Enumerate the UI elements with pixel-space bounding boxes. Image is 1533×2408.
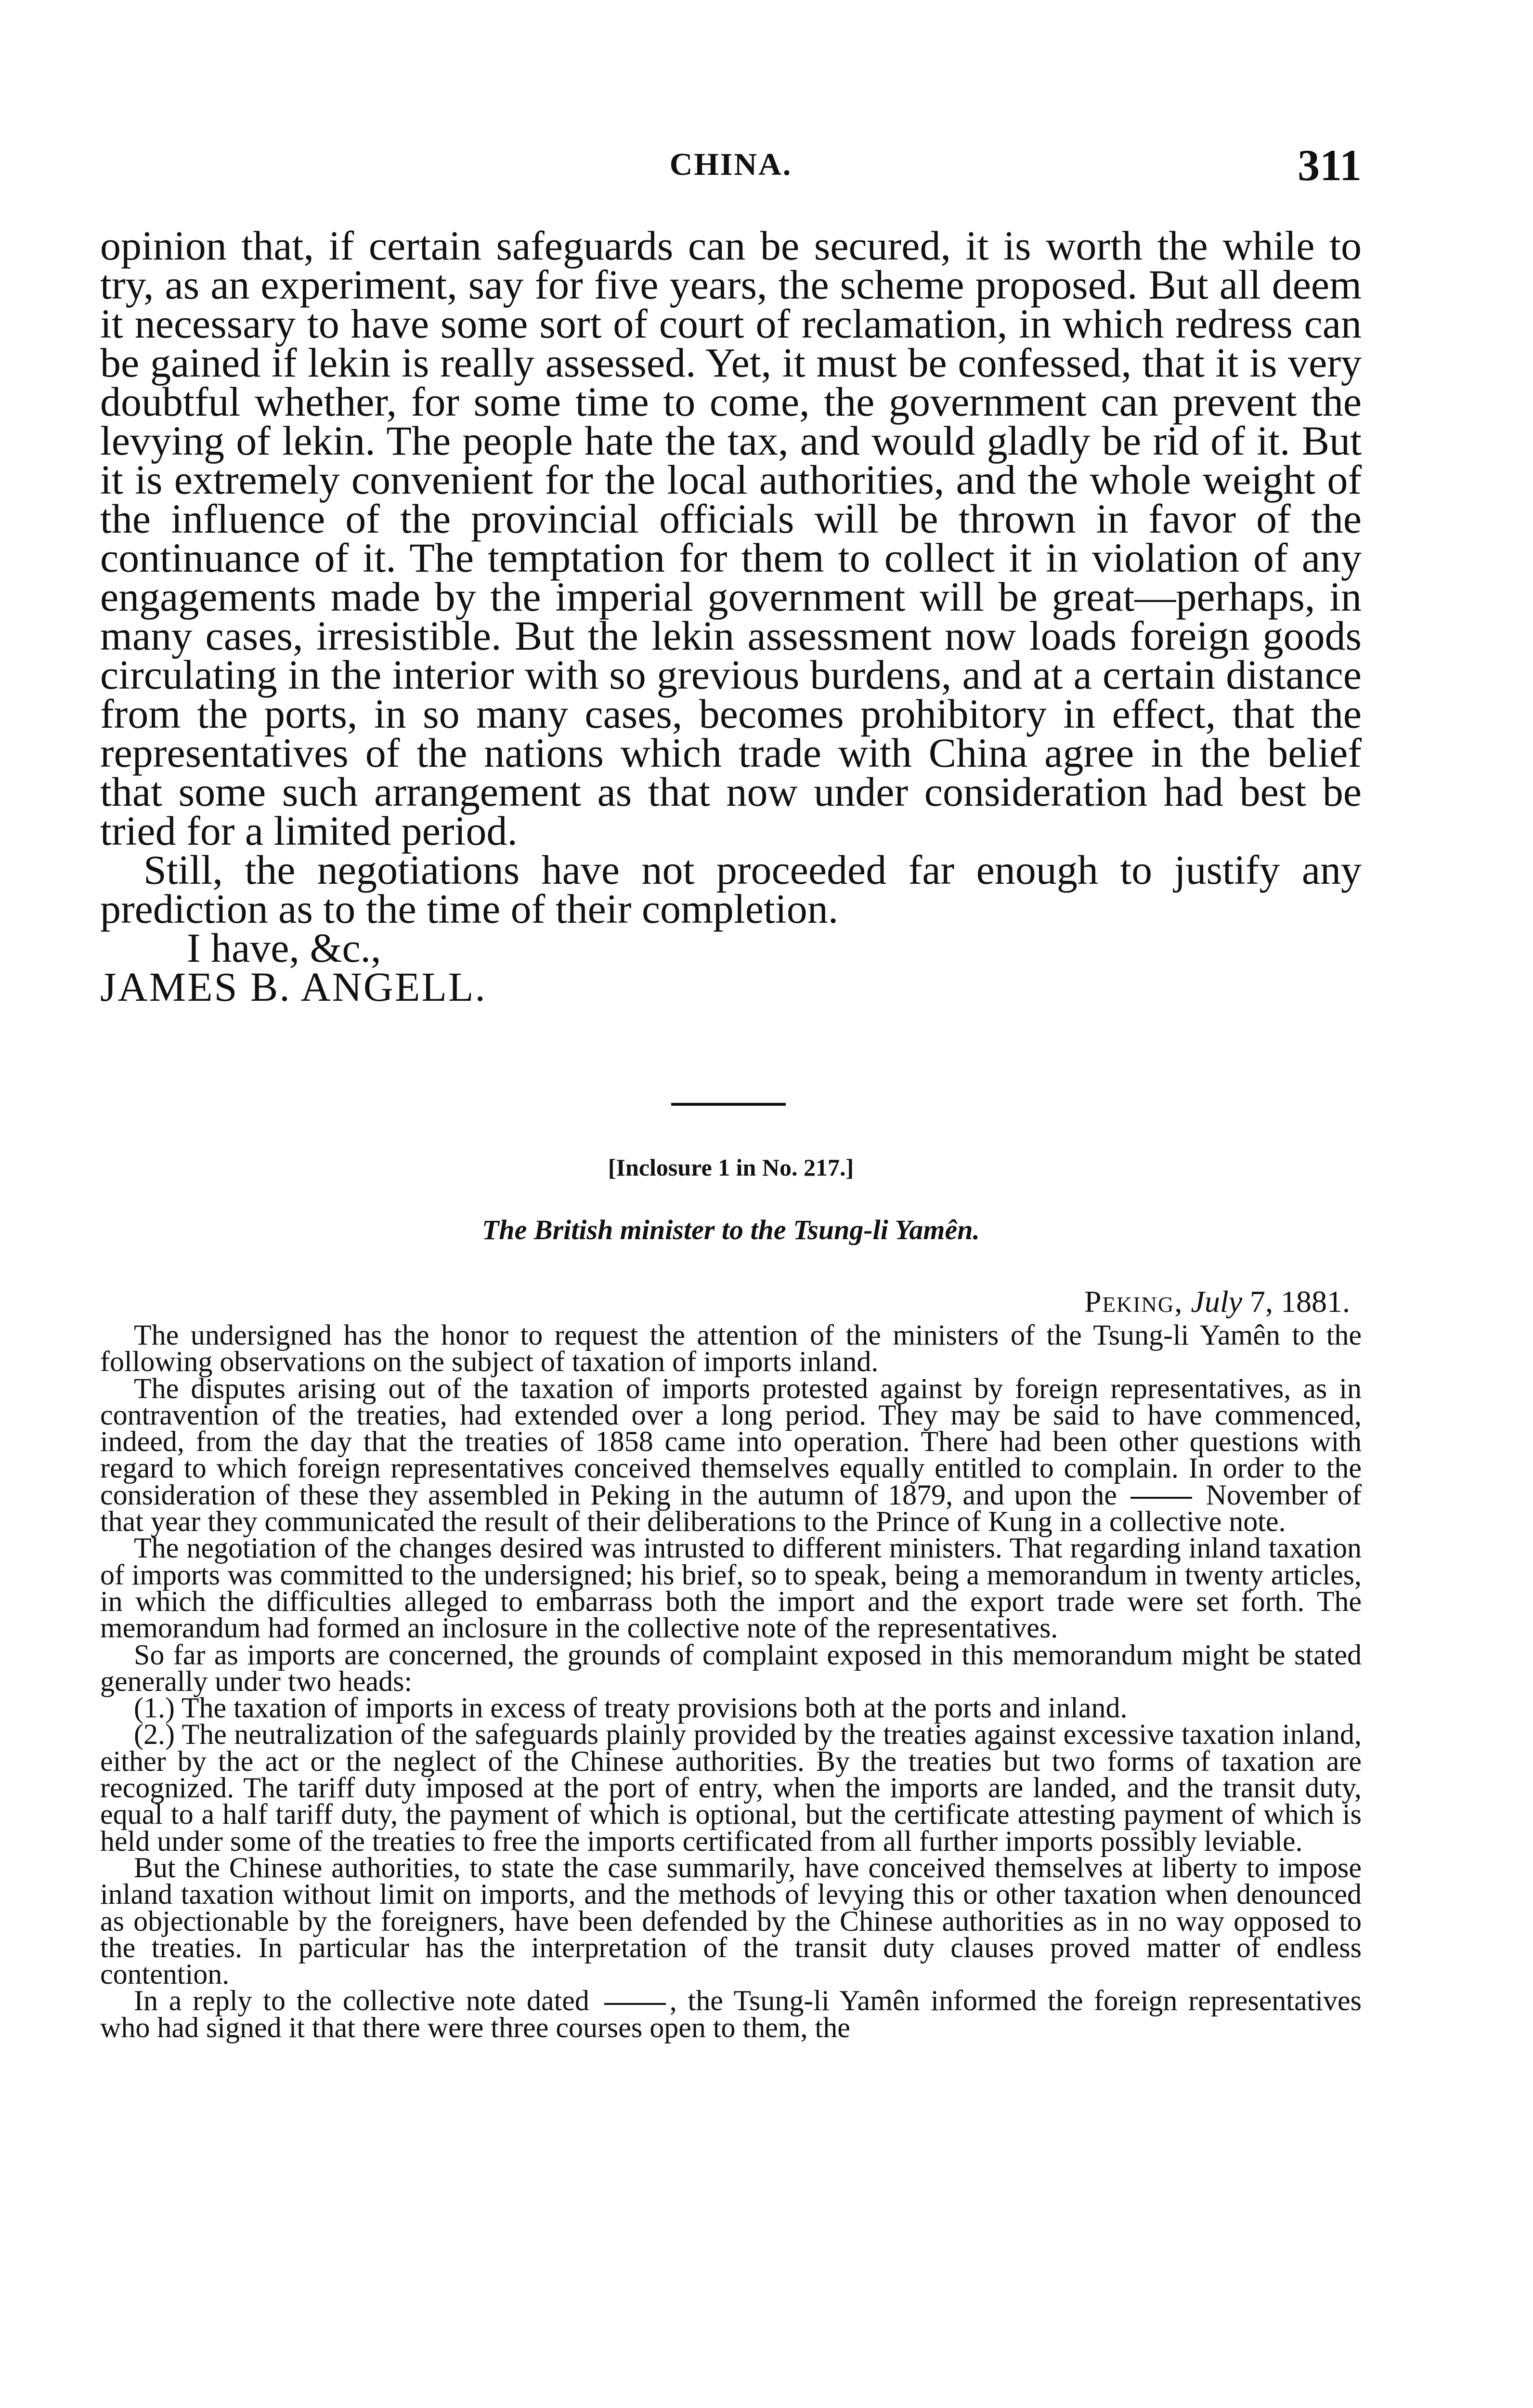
letter-paragraph: opinion that, if certain safeguards can be secured, it is worth the while to try, as an experiment, say for five years, the scheme proposed. But all deem it necessary to have some sort of court of reclamation, in which redress can be gained if lekin is really assessed. Yet, it must be confessed, that it is very doubtful whether, for some time to come, the government can prevent the levying of lekin. The people hate the tax, and would gladly be rid of it. But it is extremely convenient for the local authorities, and the whole weight of the influence of the provincial officials will be thrown in favor of the continuance of it. The temptation for them to collect it in violation of any engagements made by the imperial government will be great—perhaps, in many cases, irresistible. But the lekin assessment now loads foreign goods circulating in the interior with so grevious burdens, and at a certain distance from the ports, in so many cases, becomes prohibitory in effect, that the representatives of the nations which trade with China agree in the belief that some such arrangement as that now under consideration had best be tried for a limited period. [100, 222, 1362, 854]
note-paragraph: The negotiation of the changes desired was intrusted to different ministers. That regarding inland taxation of imports was committed to the undersigned; his brief, so to speak, being a memorandum in twenty articles, in which the difficulties alleged to embarrass both the import and the export trade were set forth. The memorandum had formed an inclosure in the collective note of the representatives. [100, 1532, 1362, 1644]
note-paragraph: (1.) The taxation of imports in excess of treaty provisions both at the ports and inland. [134, 1692, 1128, 1724]
dateline [100, 1284, 1350, 1320]
note-paragraph: But the Chinese authorities, to state the case summarily, have conceived themselves at liberty to impose inland taxation without limit on imports, and the methods of levying this or other taxation when denounced as objectionable by the foreigners, have been defended by the Chinese authorities as in no way opposed to the treaties. In particular has the interpretation of the transit duty clauses proved matter of endless contention. [100, 1851, 1362, 1990]
inclosure-heading: [Inclosure 1 in No. 217.] [608, 1154, 854, 1181]
closing-salutation: I have, &c., [187, 925, 381, 971]
note-text: , the Tsung-li Yamên informed the foreign representatives who had signed it that there were three courses open to them, the [100, 1985, 1362, 2043]
dateline-date: 7, 1881. [1250, 1284, 1350, 1319]
dateline-place: Peking, [1084, 1284, 1183, 1319]
note-text: In a reply to the collective note dated [134, 1985, 589, 2017]
inclosure-title: The British minister to the Tsung-li Yamên. [481, 1214, 980, 1245]
note-body [100, 1319, 1362, 2043]
page-number: 311 [1298, 141, 1362, 190]
letter-closing [100, 925, 1362, 1010]
note-paragraph: (2.) The neutralization of the safeguards plainly provided by the treaties against excessive taxation inland, either by the act or the neglect of the Chinese authorities. By the treaties but two forms of taxation are recognized. The tariff duty imposed at the port of entry, when the imports are landed, and the transit duty, equal to a half tariff duty, the payment of which is optional, but the certificate attesting payment of which is held under some of the treaties to free the imports certificated from all further imports possibly leviable. [100, 1718, 1362, 1857]
note-paragraph: So far as imports are concerned, the grounds of complaint exposed in this memorandum might be stated generally under two heads: [100, 1638, 1362, 1697]
blank-date-dash [604, 2003, 666, 2005]
running-head [100, 140, 1362, 193]
blank-date-dash [1130, 1497, 1192, 1499]
section-divider [671, 1103, 786, 1106]
signature: JAMES B. ANGELL. [100, 964, 487, 1010]
note-paragraph [100, 1372, 1362, 1538]
letter-paragraph: Still, the negotiations have not proceeded far enough to justify any prediction as to the time of their completion. [100, 847, 1362, 932]
letter-body [100, 222, 1362, 1010]
note-text: November of that year they communicated the result of their deliberations to the Prince of Kung in a collective note. [100, 1479, 1362, 1538]
running-title: CHINA. [669, 147, 792, 182]
note-paragraph: The undersigned has the honor to request the attention of the ministers of the Tsung-li Yamên to the following observations on the subject of taxation of imports inland. [100, 1319, 1362, 1378]
note-text: The disputes arising out of the taxation of imports protested against by foreign representatives, as in contravention of the treaties, had extended over a long period. They may be said to have commenced, indeed, from the day that the treaties of 1858 came into operation. There had been other questions with regard to which foreign representatives conceived themselves equally entitled to complain. In order to the consideration of these they assembled in Peking in the autumn of 1879, and upon the [100, 1372, 1362, 1511]
dateline-month: July [1191, 1284, 1242, 1319]
note-paragraph [100, 1985, 1362, 2043]
